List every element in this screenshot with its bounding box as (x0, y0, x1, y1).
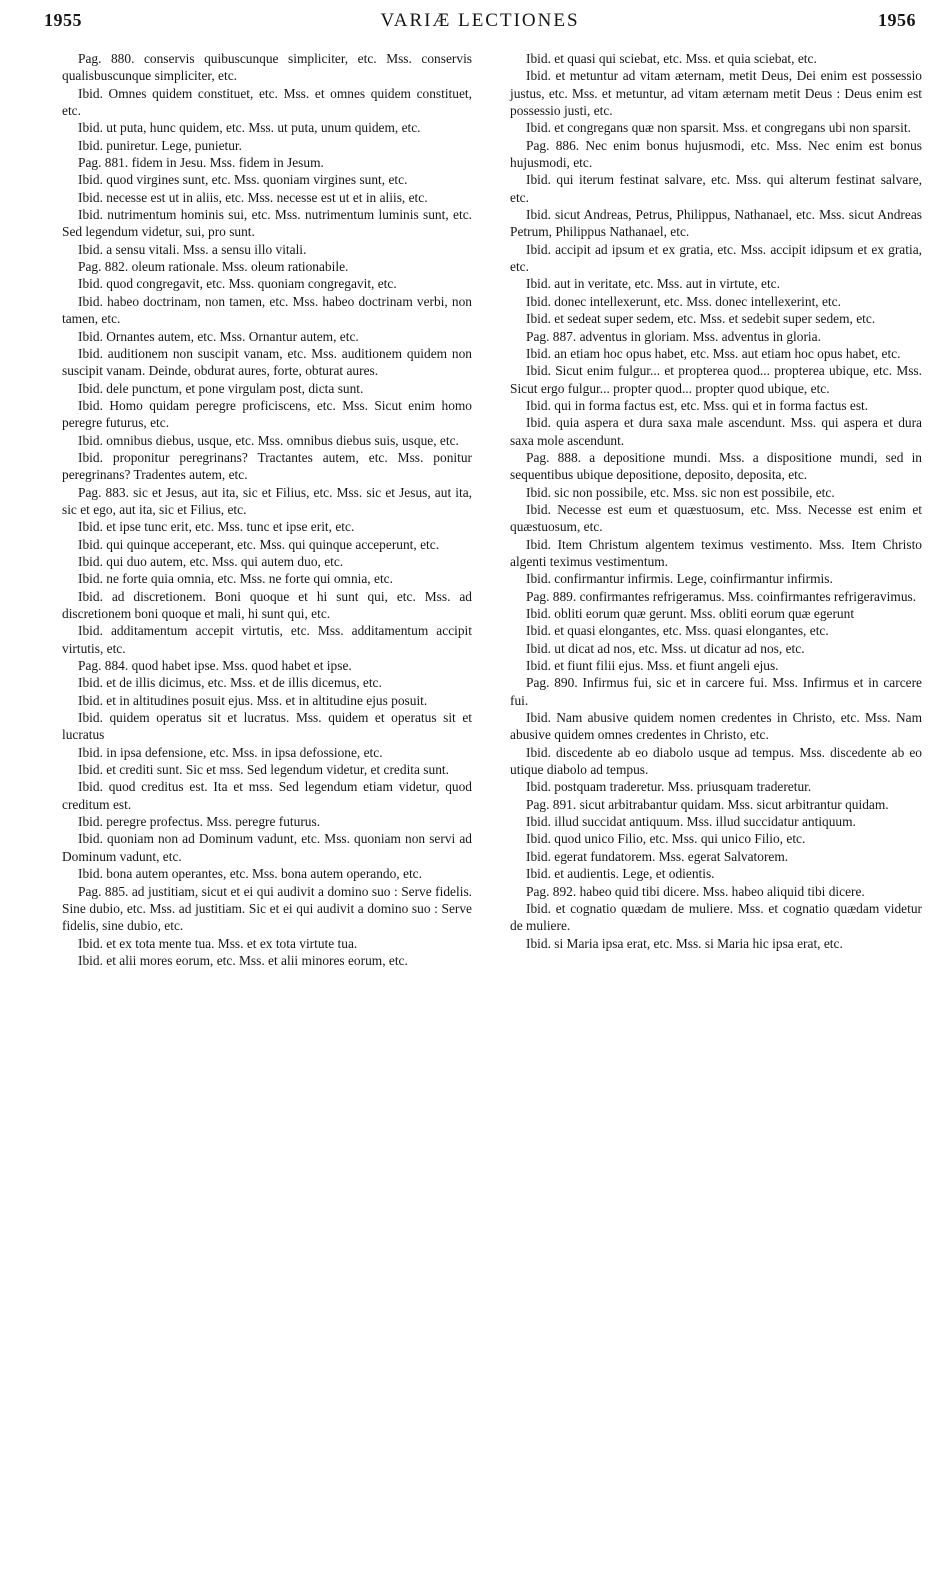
variant-entry: Ibid. necesse est ut in aliis, etc. Mss. necesse est ut et in aliis, etc. (78, 189, 428, 205)
variant-entry: Ibid. puniretur. Lege, punietur. (78, 137, 242, 153)
variant-entry: Ibid. qui quinque acceperant, etc. Mss. qui quinque acceperunt, etc. (78, 536, 440, 552)
variant-entry: Ibid. aut in veritate, etc. Mss. aut in virtute, etc. (526, 276, 780, 292)
variant-entry: Pag. 892. habeo quid tibi dicere. Mss. habeo aliquid tibi dicere. (526, 883, 865, 899)
variant-entry: Ibid. ad discretionem. Boni quoque et hi sunt qui, etc. Mss. ad discretionem boni quoque et mali, hi sunt qui, etc. (62, 588, 472, 621)
variant-entry: Ibid. et ipse tunc erit, etc. Mss. tunc et ipse erit, etc. (78, 519, 355, 535)
variant-entry: Ibid. nutrimentum hominis sui, etc. Mss. nutrimentum luminis sunt, etc. Sed legendum videtur, sui, pro sunt. (62, 207, 472, 240)
variant-entry: Ibid. et metuntur ad vitam æternam, metit Deus, Dei enim est possessio justus, etc. Mss. et metuntur, ad vitam æternam metit Deus : Deus enim est possessio justi, etc. (510, 68, 922, 119)
variant-entry: Pag. 888. a depositione mundi. Mss. a dispositione mundi, sed in sequentibus ubique depositione, deposito, deposita, etc. (510, 449, 922, 483)
variant-entry: Ibid. et alii mores eorum, etc. Mss. et alii minores eorum, etc. (78, 952, 408, 968)
variant-entry: Ibid. postquam traderetur. Mss. priusquam traderetur. (526, 779, 812, 795)
variant-entry: Ibid. confirmantur infirmis. Lege, coinfirmantur infirmis. (526, 571, 833, 587)
variant-entry: Ibid. proponitur peregrinans? Tractantes autem, etc. Mss. ponitur peregrinans? Tradentes autem, etc. (62, 449, 472, 483)
variant-entry: Ibid. egerat fundatorem. Mss. egerat Salvatorem. (526, 848, 789, 864)
variant-entry: Ibid. et ex tota mente tua. Mss. et ex tota virtute tua. (78, 935, 358, 951)
left-page-number: 1955 (44, 10, 82, 30)
variant-entry: Pag. 883. sic et Jesus, aut ita, sic et Filius, etc. Mss. sic et Jesus, aut ita, sic et ego, aut ita, sic et Filius, etc. (62, 484, 472, 517)
variant-entry: Ibid. quia aspera et dura saxa male ascendunt. Mss. qui aspera et dura saxa mole ascendunt. (510, 415, 922, 448)
variant-entry: Ibid. si Maria ipsa erat, etc. Mss. si Maria hic ipsa erat, etc. (526, 935, 843, 951)
page-header (44, 10, 916, 44)
variant-entry: Ibid. qui duo autem, etc. Mss. qui autem duo, etc. (78, 553, 344, 569)
variant-entry: Ibid. discedente ab eo diabolo usque ad tempus. Mss. discedente ab eo utique diabolo ad tempus. (510, 744, 922, 778)
variant-entry: Ibid. et congregans quæ non sparsit. Mss. et congregans ubi non sparsit. (526, 120, 911, 136)
variant-entry: Pag. 887. adventus in gloriam. Mss. adventus in gloria. (526, 328, 821, 344)
variant-entry: Ibid. auditionem non suscipit vanam, etc. Mss. auditionem quidem non suscipit vanam. Deinde, obdurat aures, forte, obturat aures. (62, 345, 472, 379)
variant-entry: Ibid. et cognatio quædam de muliere. Mss. et cognatio quædam videtur de muliere. (510, 900, 922, 934)
variant-entry: Pag. 890. Infirmus fui, sic et in carcere fui. Mss. Infirmus et in carcere fui. (510, 675, 922, 708)
variant-entry: Ibid. bona autem operantes, etc. Mss. bona autem operando, etc. (78, 866, 422, 882)
variant-entry: Ibid. sicut Andreas, Petrus, Philippus, Nathanael, etc. Mss. sicut Andreas Petrum, Philippus Nathanael, etc. (510, 207, 922, 240)
variant-entry: Pag. 880. conservis quibuscunque simpliciter, etc. Mss. conservis qualisbuscunque simpliciter, etc. (62, 51, 472, 84)
variant-entry: Ibid. et sedeat super sedem, etc. Mss. et sedebit super sedem, etc. (526, 311, 876, 327)
variant-entry: Ibid. additamentum accepit virtutis, etc. Mss. additamentum accipit virtutis, etc. (62, 623, 472, 656)
variant-entry: Ibid. ne forte quia omnia, etc. Mss. ne forte qui omnia, etc. (78, 571, 393, 587)
variant-entry: Ibid. quidem operatus sit et lucratus. Mss. quidem et operatus sit et lucratus (62, 710, 472, 743)
variant-entry: Ibid. et crediti sunt. Sic et mss. Sed legendum videtur, et credita sunt. (78, 762, 449, 778)
variant-entry: Pag. 881. fidem in Jesu. Mss. fidem in Jesum. (78, 155, 324, 171)
variant-entry: Pag. 889. confirmantes refrigeramus. Mss. coinfirmantes refrigeravimus. (526, 588, 917, 604)
variant-entry: Ibid. et audientis. Lege, et odientis. (526, 866, 715, 882)
variant-entry: Ibid. obliti eorum quæ gerunt. Mss. obliti eorum quæ egerunt (526, 606, 855, 621)
variant-entry: Ibid. in ipsa defensione, etc. Mss. in ipsa defossione, etc. (78, 744, 383, 760)
variant-entry: Ibid. et de illis dicimus, etc. Mss. et de illis dicemus, etc. (78, 675, 382, 691)
variant-entry: Ibid. habeo doctrinam, non tamen, etc. Mss. habeo doctrinam verbi, non tamen, etc. (62, 293, 472, 327)
variant-entry: Pag. 885. ad justitiam, sicut et ei qui audivit a domino suo : Serve fidelis. Sine dubio, etc. Mss. ad justitiam. Sic et ei qui audivit a domino suo : Serve fidelis, sine dubio, etc. (62, 883, 472, 934)
variant-entry: Ibid. dele punctum, et pone virgulam post, dicta sunt. (78, 380, 364, 396)
variant-entry: Pag. 882. oleum rationale. Mss. oleum rationabile. (78, 259, 349, 275)
variant-entry: Ibid. Item Christum algentem teximus vestimento. Mss. Item Christo algenti teximus vestimentum. (510, 536, 922, 569)
variant-entry: Ibid. quod congregavit, etc. Mss. quoniam congregavit, etc. (78, 276, 397, 292)
variant-entry: Ibid. Omnes quidem constituet, etc. Mss. et omnes quidem constituet, etc. (62, 85, 472, 119)
variant-entry: Ibid. qui in forma factus est, etc. Mss. qui et in forma factus est. (526, 397, 869, 413)
variant-entry: Ibid. et fiunt filii ejus. Mss. et fiunt angeli ejus. (526, 658, 779, 674)
variant-entry: Ibid. accipit ad ipsum et ex gratia, etc. Mss. accipit idipsum et ex gratia, etc. (510, 241, 922, 275)
variant-entry: Ibid. et quasi qui sciebat, etc. Mss. et quia sciebat, etc. (526, 51, 817, 66)
variant-entry: Ibid. illud succidat antiquum. Mss. illud succidatur antiquum. (526, 814, 856, 830)
variant-entry: Ibid. ut dicat ad nos, etc. Mss. ut dicatur ad nos, etc. (526, 640, 805, 656)
variant-entry: Ibid. ut puta, hunc quidem, etc. Mss. ut puta, unum quidem, etc. (78, 120, 421, 136)
variant-entry: Ibid. qui iterum festinat salvare, etc. Mss. qui alterum festinat salvare, etc. (510, 172, 922, 205)
variant-entry: Ibid. et in altitudines posuit ejus. Mss. et in altitudine ejus posuit. (78, 692, 428, 708)
variant-entry: Ibid. omnibus diebus, usque, etc. Mss. omnibus diebus suis, usque, etc. (78, 432, 459, 448)
variant-entry: Ibid. Sicut enim fulgur... et propterea quod... propterea ubique, etc. Mss. Sicut ergo fulgur... propter quod... propter quod ubique, etc. (510, 363, 922, 396)
variant-entry: Pag. 891. sicut arbitrabantur quidam. Mss. sicut arbitrantur quidam. (526, 796, 889, 812)
variant-entry: Ibid. Nam abusive quidem nomen credentes in Christo, etc. Mss. Nam abusive quidem omnes credentes in Christo, etc. (510, 710, 922, 743)
variant-entry: Pag. 886. Nec enim bonus hujusmodi, etc. Mss. Nec enim est bonus hujusmodi, etc. (510, 137, 922, 171)
variant-entry: Ibid. et quasi elongantes, etc. Mss. quasi elongantes, etc. (526, 623, 829, 639)
variant-entry: Ibid. an etiam hoc opus habet, etc. Mss. aut etiam hoc opus habet, etc. (526, 345, 901, 361)
variant-entry: Ibid. Homo quidam peregre proficiscens, etc. Mss. Sicut enim homo peregre futurus, etc. (62, 397, 472, 431)
right-page-number: 1956 (878, 10, 916, 30)
left-column (62, 50, 472, 969)
variant-entry: Ibid. donec intellexerunt, etc. Mss. donec intellexerint, etc. (526, 293, 841, 309)
variant-entry: Ibid. peregre profectus. Mss. peregre futurus. (78, 814, 321, 830)
running-title: VARIÆ LECTIONES (380, 10, 580, 31)
variant-entry: Ibid. quod creditus est. Ita et mss. Sed legendum etiam videtur, quod creditum est. (62, 779, 472, 812)
variant-entry: Ibid. quoniam non ad Dominum vadunt, etc. Mss. quoniam non servi ad Dominum vadunt, etc. (62, 831, 472, 864)
variant-entry: Ibid. quod unico Filio, etc. Mss. qui unico Filio, etc. (526, 831, 806, 847)
variant-entry: Ibid. Ornantes autem, etc. Mss. Ornantur autem, etc. (78, 328, 359, 344)
variant-entry: Ibid. sic non possibile, etc. Mss. sic non est possibile, etc. (526, 484, 835, 500)
variant-entry: Ibid. quod virgines sunt, etc. Mss. quoniam virgines sunt, etc. (78, 172, 408, 188)
variant-entry: Pag. 884. quod habet ipse. Mss. quod habet et ipse. (78, 658, 352, 674)
variant-entry: Ibid. a sensu vitali. Mss. a sensu illo vitali. (78, 241, 307, 257)
right-column (510, 50, 922, 952)
variant-entry: Ibid. Necesse est eum et quæstuosum, etc. Mss. Necesse est enim et quæstuosum, etc. (510, 501, 922, 535)
